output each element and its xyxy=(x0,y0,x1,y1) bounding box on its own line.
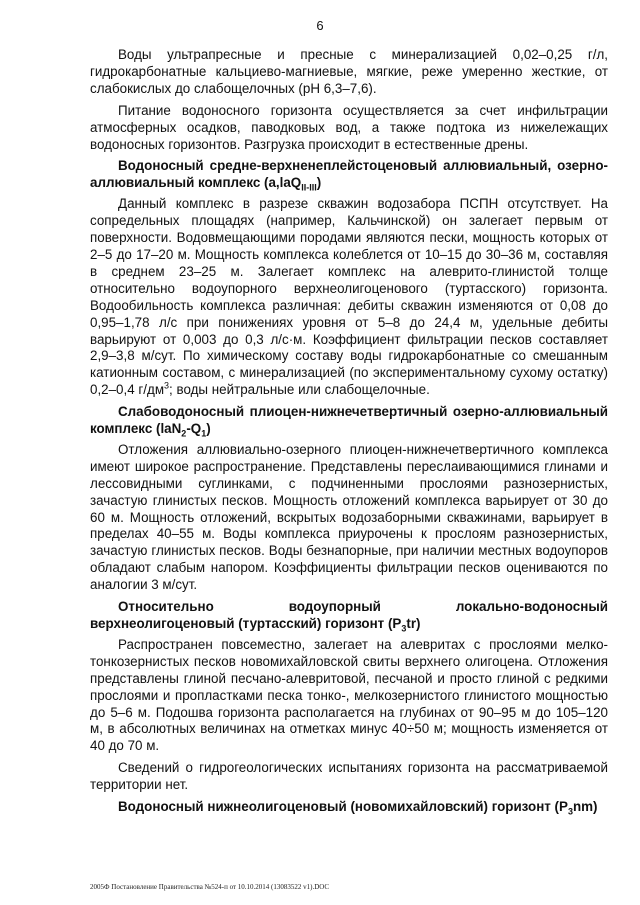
heading-tail: ) xyxy=(206,421,211,437)
document-body xyxy=(90,47,608,820)
heading-text: Слабоводоносный плиоцен-нижнечетвертичный озерно-аллювиальный комплекс (laN xyxy=(90,404,608,437)
page-number: 6 xyxy=(316,18,324,33)
section-heading-novomikhailovsky-horizon xyxy=(90,799,608,816)
paragraph-pliocene-complex: Отложения аллювиально-озерного плиоцен-нижнечетвертичного комплекса имеют широкое распространение. Представлены переслаивающимися глинами и лессовидными суглинками, с подчиненными прослоями разнозернистых, зачастую глинистых песков. Мощность отложений комплекса варьирует от 30 до 60 м. Мощность отложений, вскрытых водозаборными скважинами, варьирует в пределах 40–55 м. Воды комплекса приурочены к прослоям разнозернистых, зачастую глинистых песков. Воды безнапорные, при наличии местных водоупоров обладают слабым напором. Коэффициенты фильтрации песков оцениваются по аналогии 3 м/сут. xyxy=(90,441,608,593)
heading-tail: ) xyxy=(316,175,322,191)
heading-index: 1 xyxy=(201,428,207,439)
paragraph-turtas-horizon: Распространен повсеместно, залегает на алевритах с прослоями мелко-тонкозернистых песков новомихайловской свиты верхнего олигоцена. Отложения представлены глиной песчано-алевритовой, песчаной и просто глиной с редкими прослоями и пропластками песка тонко-, мелкозернистого глинистого мощностью до 5–6 м. Подошва горизонта располагается на глубинах от 90–95 м до 105–120 м, в абсолютных величинах на отметках минус 40÷50 м; мощность изменяется от 40 до 70 м. xyxy=(90,636,608,754)
section-heading-turtas-horizon xyxy=(90,599,608,633)
paragraph-alluvial-complex xyxy=(90,196,608,399)
heading-text: Водоносный средне-верхненеплейстоценовый аллювиальный, озерно-аллювиальный комплекс (a,laQ xyxy=(90,158,608,191)
heading-tail: nm) xyxy=(572,799,598,815)
heading-index: 3 xyxy=(567,806,573,817)
unit-superscript: 3 xyxy=(164,380,170,391)
section-heading-alluvial-complex xyxy=(90,158,608,192)
heading-mid: -Q xyxy=(186,421,202,437)
heading-text: Относительно водоупорный локально-водоносный верхнеолигоценовый (туртасский) горизонт (P xyxy=(90,599,608,631)
heading-index: 3 xyxy=(401,623,407,634)
heading-text: Водоносный нижнеолигоценовый (новомихайловский) горизонт (P xyxy=(118,799,568,815)
paragraph-tail: ; воды нейтральные или слабощелочные. xyxy=(169,382,430,398)
heading-index: II-III xyxy=(301,183,317,194)
heading-tail: tr) xyxy=(406,616,421,631)
section-heading-pliocene-complex xyxy=(90,404,608,438)
paragraph-no-tests: Сведений о гидрогеологических испытаниях горизонта на рассматриваемой территории нет. xyxy=(90,760,608,793)
heading-index: 2 xyxy=(181,428,187,439)
paragraph-aquifer-recharge: Питание водоносного горизонта осуществляется за счет инфильтрации атмосферных осадков, паводковых вод, а также подтока из нижележащих водоносных горизонтов. Разгрузка происходит в естественные дрены. xyxy=(90,102,608,152)
paragraph-text: Данный комплекс в разрезе скважин водозабора ПСПН отсутствует. На сопредельных площадях (например, Кальчинской) он залегает первым от поверхности. Водовмещающими породами являются пески, мощность которых от 2–5 до 17–20 м. Мощность комплекса колеблется от 10–15 до 30–36 м, составляя в среднем 23–25 м. Залегает комплекс на алеврито-глинистой толще относительно водоупорного верхнеолигоценового (туртасского) горизонта. Водообильность комплекса различная: дебиты скважин изменяются от 0,08 до 0,95–1,78 л/с при понижениях уровня от 5–8 до 24,4 м, удельные дебиты варьируют от 0,003 до 0,3 л/с·м. Коэффициент фильтрации песков составляет 2,9–3,8 м/сут. По химическому составу воды гидрокарбонатные со смешанным катионным составом, с минерализацией (по экспериментальному сухому остатку) 0,2–0,4 г/дм xyxy=(90,196,608,398)
document-footer: 2005Ф Постановление Правительства №524-п от 10.10.2014 (13083522 v1).DOC xyxy=(90,883,329,891)
paragraph-water-composition: Воды ультрапресные и пресные с минерализацией 0,02–0,25 г/л, гидрокарбонатные кальциево-магниевые, мягкие, реже умеренно жесткие, от слабокислых до слабощелочных (рН 6,3–7,6). xyxy=(90,47,608,96)
